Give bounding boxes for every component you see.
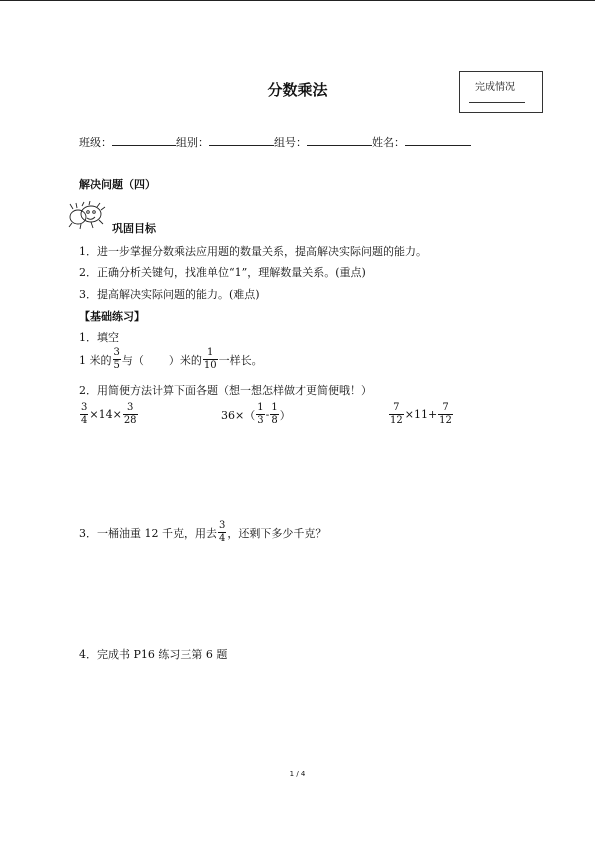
name-label: 姓名： bbox=[372, 136, 405, 149]
q1-fraction-2-numerator: 1 bbox=[207, 347, 214, 358]
q3-text-prefix: 3．一桶油重 12 千克，用去 bbox=[79, 526, 217, 540]
goal-item-1: 1．进一步掌握分数乘法应用题的数量关系，提高解决实际问题的能力。 bbox=[79, 245, 427, 258]
basic-practice-heading: 【基础练习】 bbox=[79, 310, 145, 323]
q2-e1-fraction-b bbox=[123, 402, 138, 427]
group-label: 组别： bbox=[176, 136, 209, 149]
q2-e3-middle: ×11+ bbox=[404, 408, 438, 421]
q1-fraction-1-numerator: 3 bbox=[113, 347, 120, 358]
q1-fraction-2 bbox=[203, 347, 218, 372]
q2-label: 2．用简便方法计算下面各题（想一想怎样做才更简便哦！） bbox=[79, 384, 372, 397]
q1-text-3: ）米的 bbox=[168, 353, 202, 367]
group-blank bbox=[209, 134, 274, 146]
q2-e1-b-denominator: 28 bbox=[123, 415, 137, 426]
group-number-label: 组号： bbox=[274, 136, 307, 149]
goal-item-3: 3．提高解决实际问题的能力。(难点) bbox=[79, 288, 260, 301]
q1-fraction-1-denominator: 5 bbox=[113, 360, 120, 371]
completion-status-box bbox=[459, 71, 543, 113]
q4-question: 4．完成书 P16 练习三第 6 题 bbox=[79, 648, 228, 661]
q2-e2-b-denominator: 8 bbox=[271, 415, 278, 426]
q2-expression-3 bbox=[388, 402, 454, 427]
cartoon-icon bbox=[67, 201, 107, 235]
q2-e1-a-numerator: 3 bbox=[81, 402, 88, 413]
q2-e3-a-numerator: 7 bbox=[393, 402, 400, 413]
top-border-line bbox=[0, 0, 595, 1]
q2-e2-suffix: ） bbox=[279, 408, 291, 422]
goals-heading: 巩固目标 bbox=[112, 222, 156, 235]
class-label: 班级： bbox=[79, 136, 112, 149]
q2-expression-2 bbox=[221, 402, 291, 427]
section-title: 解决问题（四） bbox=[79, 178, 156, 191]
q2-e1-b-numerator: 3 bbox=[126, 402, 134, 413]
q2-e3-a-denominator: 12 bbox=[390, 415, 403, 426]
q1-text-4: 一样长。 bbox=[218, 353, 263, 367]
q2-e2-fraction-b bbox=[270, 402, 278, 427]
q3-fraction bbox=[218, 520, 226, 545]
q2-e2-a-denominator: 3 bbox=[257, 415, 264, 426]
q2-e1-fraction-a bbox=[80, 402, 88, 427]
group-number-blank bbox=[307, 134, 372, 146]
q2-e1-a-denominator: 4 bbox=[81, 415, 88, 426]
q3-question bbox=[79, 520, 326, 545]
q2-expression-1 bbox=[79, 402, 139, 427]
q2-e1-middle: ×14× bbox=[89, 408, 122, 421]
class-blank bbox=[112, 134, 176, 146]
q2-e2-a-numerator: 1 bbox=[257, 402, 264, 413]
q2-e3-fraction-a bbox=[389, 402, 404, 427]
name-blank bbox=[405, 134, 471, 146]
q1-fraction-1 bbox=[113, 347, 121, 372]
q1-text-2: 与（ bbox=[121, 353, 144, 367]
q3-denominator: 4 bbox=[219, 533, 226, 544]
q2-e3-b-denominator: 12 bbox=[439, 415, 452, 426]
goal-item-2: 2．正确分析关键句，找准单位“1”，理解数量关系。(重点) bbox=[79, 266, 366, 279]
q2-e3-fraction-b bbox=[438, 402, 453, 427]
q1-fraction-2-denominator: 10 bbox=[203, 360, 217, 371]
q1-text-1: 1 米的 bbox=[79, 353, 112, 367]
completion-status-blank bbox=[469, 102, 525, 103]
q1-label: 1．填空 bbox=[79, 331, 119, 344]
q2-e2-operator: - bbox=[265, 408, 270, 421]
page-title: 分数乘法 bbox=[267, 81, 328, 99]
q2-e2-fraction-a bbox=[256, 402, 264, 427]
q2-e2-b-numerator: 1 bbox=[271, 402, 278, 413]
page-number: 1 / 4 bbox=[289, 770, 306, 778]
q2-e3-b-numerator: 7 bbox=[442, 402, 449, 413]
completion-status-label: 完成情况 bbox=[475, 82, 515, 93]
q3-text-suffix: ，还剩下多少千克？ bbox=[227, 526, 327, 540]
q1-fill-blank bbox=[79, 347, 263, 372]
q2-e2-prefix: 36×（ bbox=[221, 408, 256, 422]
q3-numerator: 3 bbox=[219, 520, 226, 531]
student-info-line bbox=[79, 134, 471, 150]
